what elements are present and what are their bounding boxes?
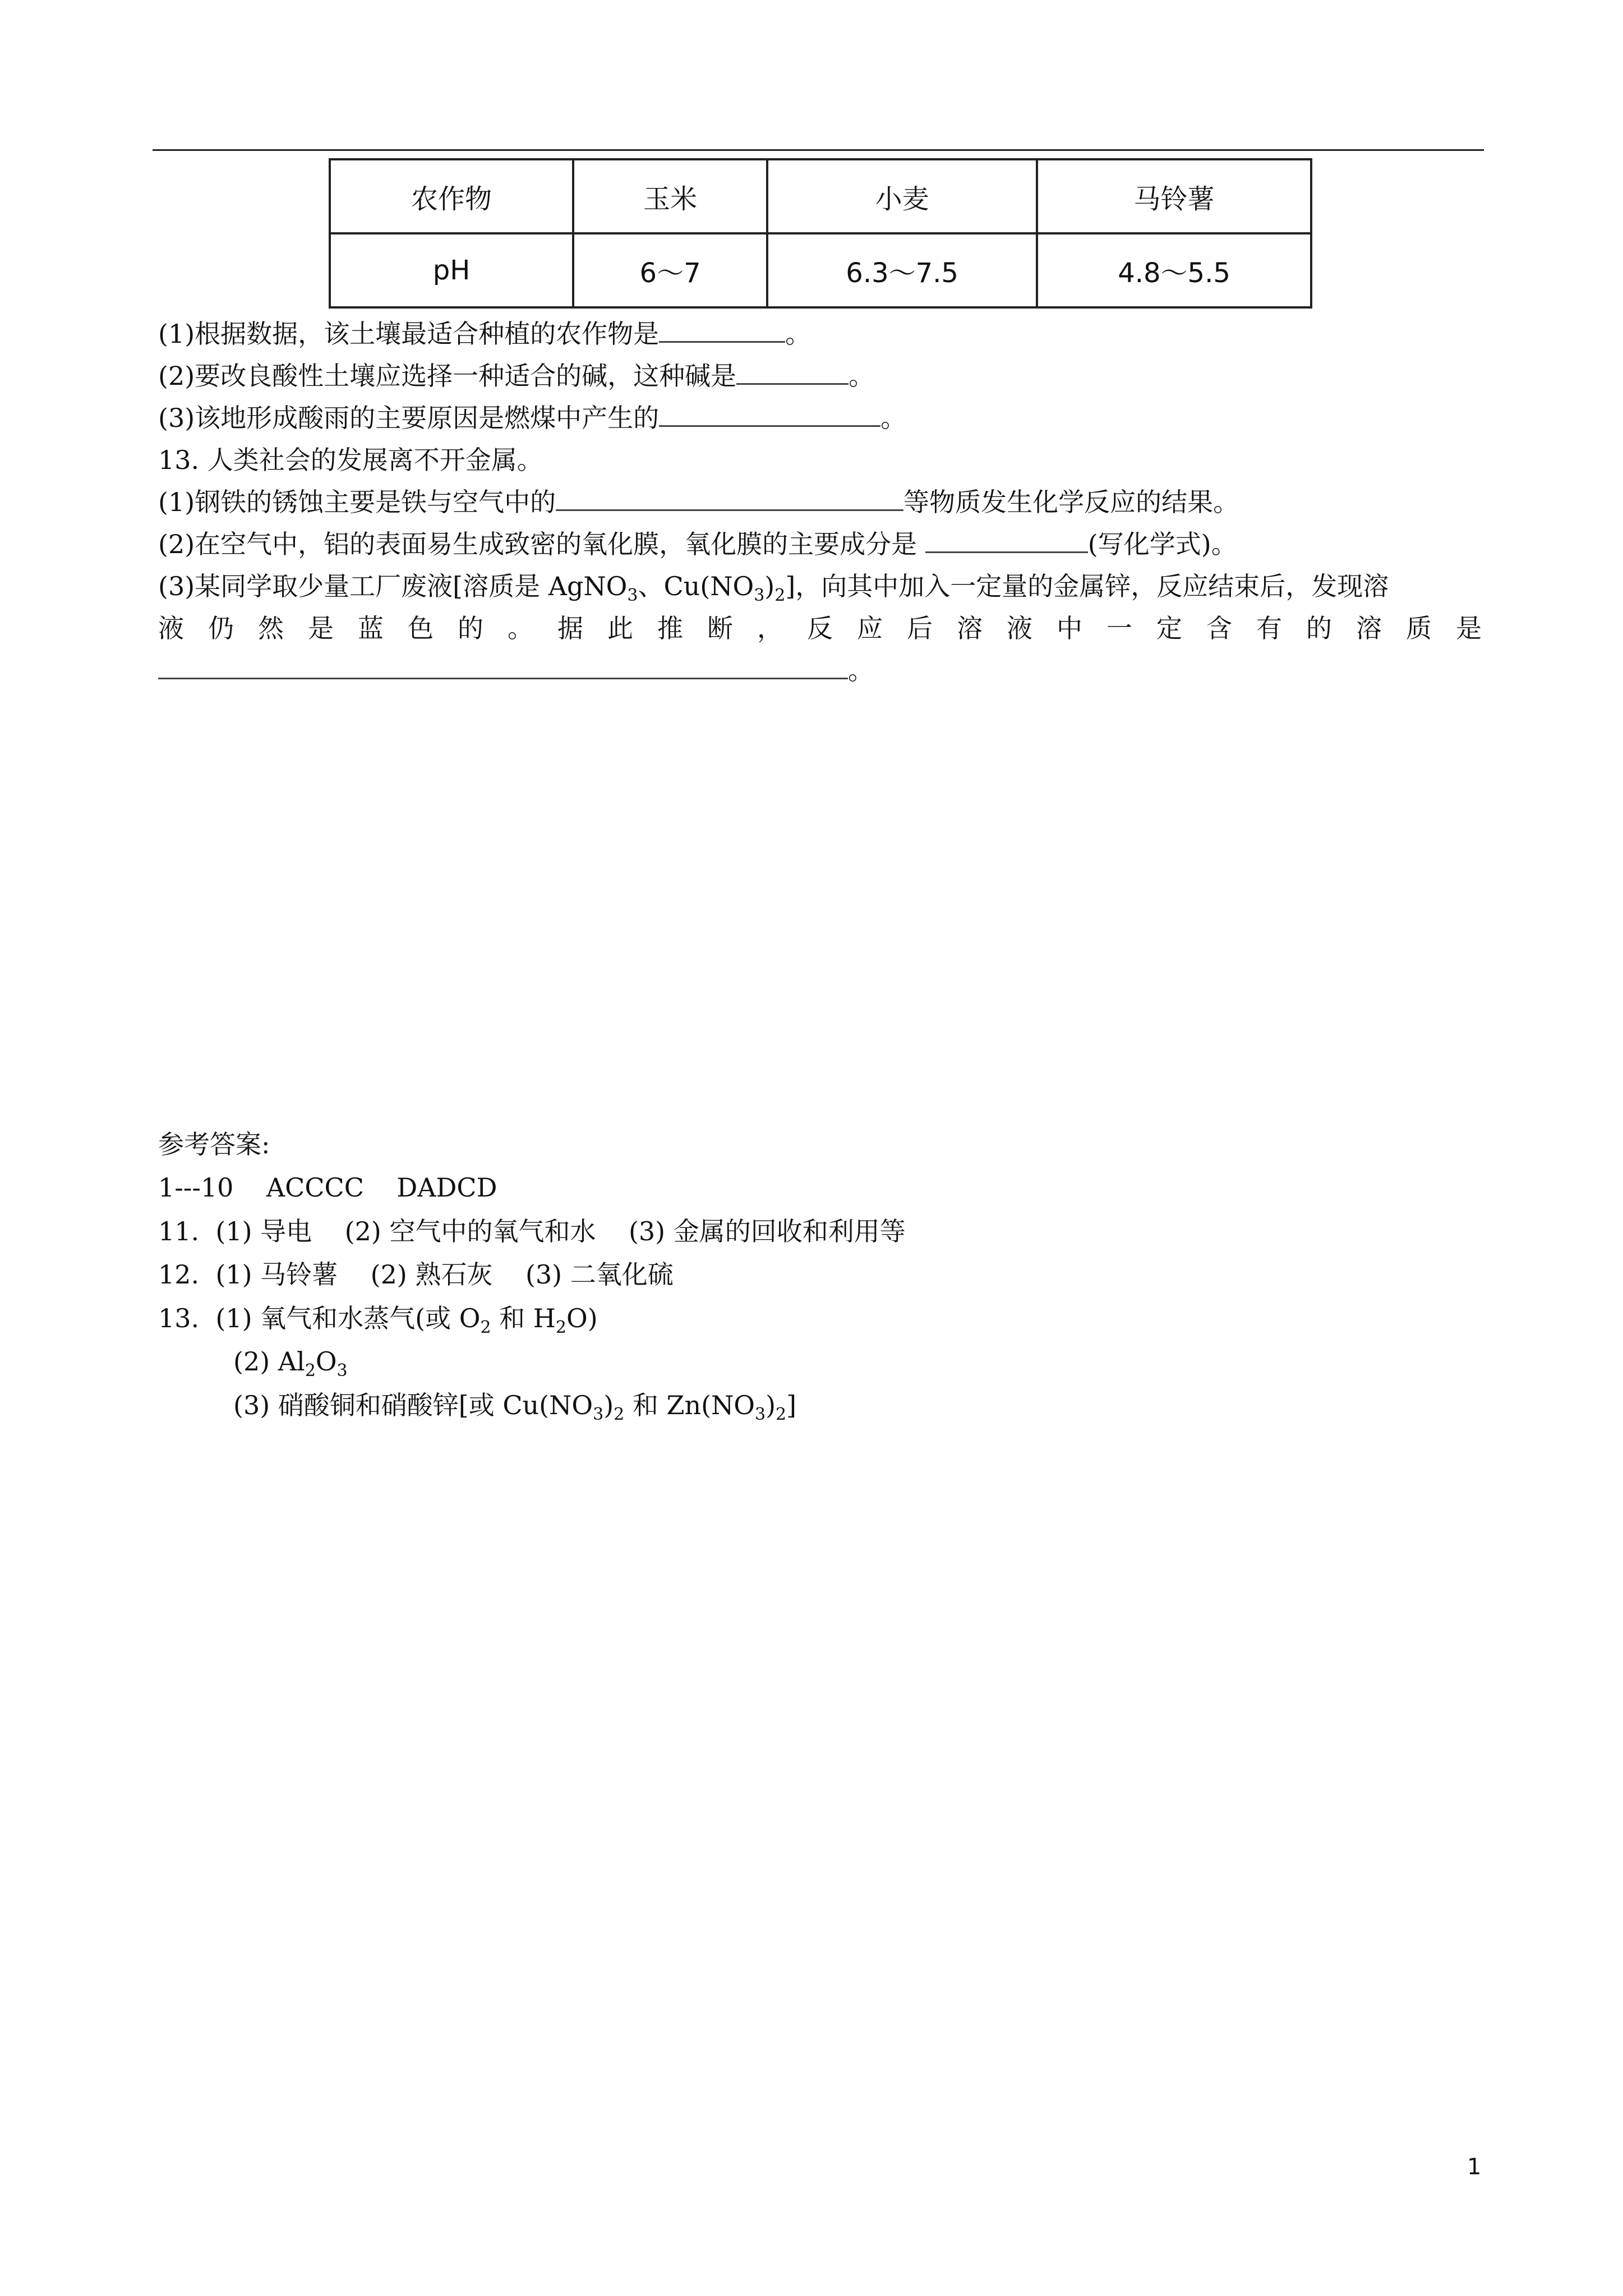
table-row: [330, 159, 1311, 233]
q13-part3-end: 。: [848, 655, 874, 685]
answer-11: [158, 1214, 906, 1248]
table-cell: 6.3～7.5: [767, 233, 1037, 307]
answer-blank[interactable]: [659, 319, 785, 343]
table-cell: 农作物: [330, 159, 573, 233]
q12-part3-text: (3)该地形成酸雨的主要原因是燃煤中产生的: [158, 403, 660, 433]
text: O: [315, 1346, 337, 1377]
q12-part3: [158, 401, 906, 435]
answer-13-1: [158, 1301, 598, 1335]
table-cell: 6～7: [573, 233, 767, 307]
table-cell: 小麦: [767, 159, 1037, 233]
q13-part1: [158, 485, 1239, 519]
subscript: 2: [480, 1318, 491, 1337]
answer-12: [158, 1258, 674, 1291]
text: 和 Zn(NO: [624, 1390, 755, 1420]
q13-part3-line2: 液 仍 然 是 蓝 色 的 。 据 此 推 断 ， 反 应 后 溶 液 中 一 定 含 有 的 溶 质 是: [158, 613, 1482, 643]
header-rule: [153, 149, 1484, 151]
subscript: 3: [754, 1405, 766, 1424]
q13-part2-text: (2)在空气中，铝的表面易生成致密的氧化膜，氧化膜的主要成分是: [158, 529, 917, 559]
q13-part1-text: (1)钢铁的锈蚀主要是铁与空气中的: [158, 487, 556, 517]
q13-part2: [158, 527, 1237, 561]
q13-title: 13. 人类社会的发展离不开金属。: [158, 445, 543, 475]
q12-part1-end: 。: [785, 319, 811, 349]
subscript: 2: [555, 1318, 567, 1337]
text: 1---10 ACCCC DADCD: [158, 1172, 497, 1203]
table-cell: pH: [330, 233, 573, 307]
text: ): [603, 1390, 614, 1420]
text: (3) 硝酸铜和硝酸锌[或 Cu(NO: [233, 1390, 593, 1420]
table-cell: 玉米: [573, 159, 767, 233]
subscript: 3: [627, 586, 638, 605]
q12-part1: [158, 317, 811, 351]
text: (2) Al: [233, 1346, 305, 1377]
q13-part3-line1: [158, 569, 1389, 603]
answer-blank[interactable]: [925, 529, 1088, 553]
answer-blank[interactable]: [556, 487, 903, 511]
answer-13-2: [233, 1345, 348, 1381]
text: 和 H: [491, 1303, 556, 1333]
text: O): [566, 1303, 598, 1333]
q12-part2-end: 。: [849, 361, 875, 391]
q12-part2: [158, 359, 874, 393]
text: 、Cu(NO: [638, 571, 754, 601]
subscript: 3: [336, 1361, 348, 1381]
answers-heading: 参考答案:: [158, 1129, 270, 1159]
text: 12. (1) 马铃薯 (2) 熟石灰 (3) 二氧化硫: [158, 1259, 674, 1290]
text: ): [764, 571, 775, 601]
subscript: 3: [593, 1405, 604, 1424]
subscript: 3: [754, 586, 765, 605]
q13-part1-end: 等物质发生化学反应的结果。: [903, 487, 1239, 517]
answer-blank[interactable]: [736, 361, 849, 385]
text: ]，向其中加入一定量的金属锌，反应结束后，发现溶: [785, 571, 1389, 601]
text: 13. (1) 氧气和水蒸气(或 O: [158, 1303, 481, 1333]
q12-part2-text: (2)要改良酸性土壤应选择一种适合的碱，这种碱是: [158, 361, 737, 391]
crop-ph-table: [329, 158, 1312, 309]
table-row: [330, 233, 1311, 307]
page-number: 1: [1467, 2154, 1482, 2180]
text: 11. (1) 导电 (2) 空气中的氧气和水 (3) 金属的回收和利用等: [158, 1216, 906, 1246]
answer-13-3: [233, 1388, 796, 1422]
table-cell: 马铃薯: [1037, 159, 1311, 233]
subscript: 2: [776, 1405, 787, 1424]
answer-blank[interactable]: [158, 655, 848, 679]
q13-part2-end: (写化学式)。: [1087, 529, 1237, 559]
text: ): [766, 1390, 776, 1420]
table-cell: 4.8～5.5: [1037, 233, 1311, 307]
q12-part1-text: (1)根据数据，该土壤最适合种植的农作物是: [158, 319, 660, 349]
q13-part3-line3: [158, 654, 874, 687]
q12-part3-end: 。: [880, 403, 907, 433]
answer-1-10: [158, 1171, 497, 1204]
answer-blank[interactable]: [659, 403, 880, 427]
subscript: 2: [305, 1361, 316, 1381]
text: ]: [786, 1390, 797, 1420]
subscript: 2: [774, 586, 786, 605]
subscript: 2: [614, 1405, 625, 1424]
text: (3)某同学取少量工厂废液[溶质是 AgNO: [158, 571, 628, 601]
